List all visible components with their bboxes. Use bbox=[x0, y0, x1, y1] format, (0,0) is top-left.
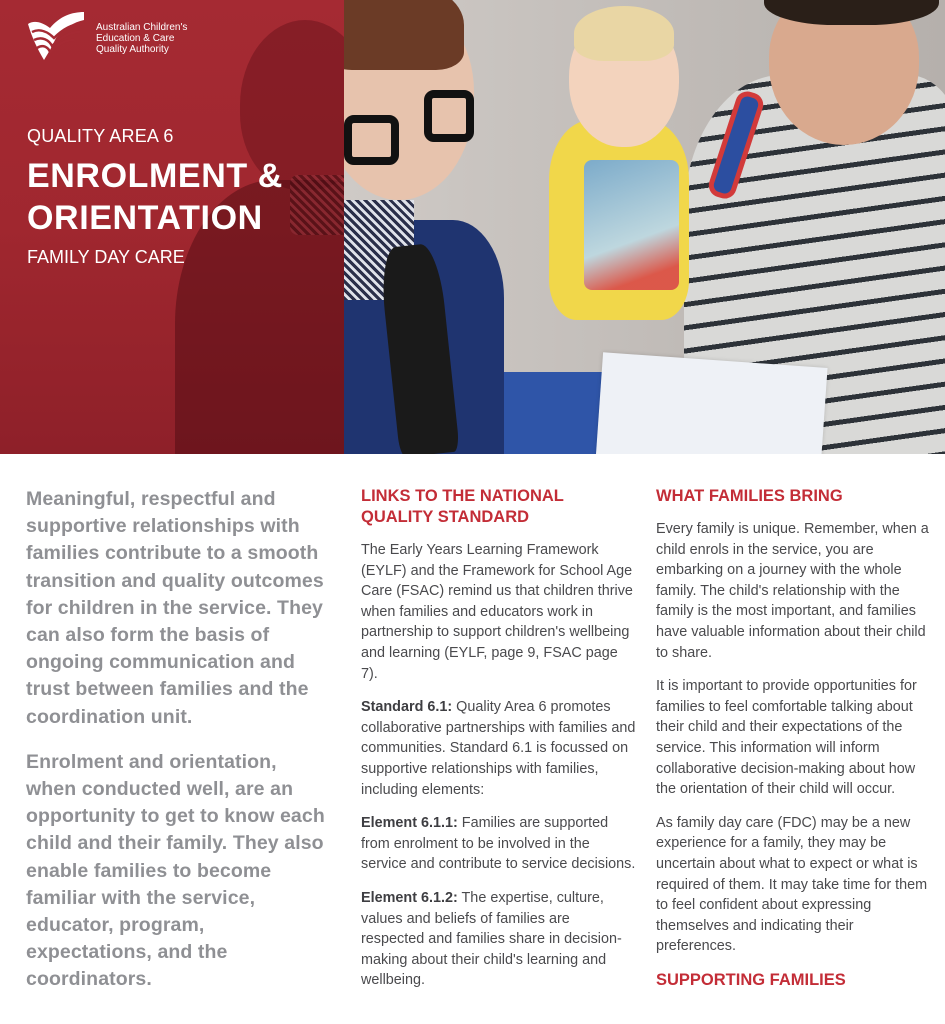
hero-banner bbox=[0, 0, 945, 454]
quality-area-label: QUALITY AREA 6 bbox=[27, 126, 174, 146]
links-paragraph: The Early Years Learning Framework (EYLF) and the Framework for School Age Care (FSAC) remind us that children thrive when families and educators work in partnership to support children's wellbeing and learning (EYLF, page 9, FSAC page 7). bbox=[361, 542, 633, 682]
photo-paper-sheet bbox=[595, 352, 827, 454]
intro-paragraph-1: Meaningful, respectful and supportive relationships with families contribute to a smooth transition and quality outcomes for children in the service. They can also form the basis of ongoing communication and trust between families and the coordination unit. bbox=[26, 488, 324, 728]
links-to-nqs-section bbox=[361, 486, 636, 1004]
standard-text: Quality Area 6 promotes collaborative partnerships with families and communities. Standard 6.1 is focussed on supportive relationships with families, including elements: bbox=[361, 699, 636, 798]
service-type-label: FAMILY DAY CARE bbox=[27, 247, 185, 267]
what-families-bring-section bbox=[656, 486, 936, 1003]
element-6-1-2 bbox=[361, 888, 636, 991]
panel-collar-pattern bbox=[290, 175, 344, 235]
element-label: Element 6.1.1: bbox=[361, 815, 458, 832]
hero-titles bbox=[27, 126, 283, 268]
intro-column bbox=[26, 486, 326, 1012]
photo-educator-hair bbox=[344, 0, 464, 70]
acecqa-logo bbox=[24, 10, 187, 66]
photo-glasses-right bbox=[424, 90, 474, 142]
element-label: Element 6.1.2: bbox=[361, 889, 458, 906]
intro-paragraph-2: Enrolment and orientation, when conducted well, are an opportunity to get to know each child and their family. They also enable families to become familiar with the service, educator, program, expectations, and the coordinators. bbox=[26, 750, 325, 991]
title-line-1: ENROLMENT & bbox=[27, 157, 283, 195]
logo-line-1: Australian Children's bbox=[96, 21, 188, 33]
standard-6-1 bbox=[361, 697, 636, 800]
families-paragraph-3: As family day care (FDC) may be a new experience for a family, they may be uncertain about what to expect or what is required of them. It may take time for them to feel confident about expressing themselves and indicating their preferences. bbox=[656, 814, 928, 955]
section-heading-links: LINKS TO THE NATIONAL QUALITY STANDARD bbox=[361, 487, 564, 526]
logo-line-3: Quality Authority bbox=[96, 43, 169, 55]
section-heading-supporting: SUPPORTING FAMILIES bbox=[656, 970, 846, 989]
element-text: The expertise, culture, values and beliefs of families are respected and families share in decision-making about their child's learning and wellbeing. bbox=[361, 889, 622, 989]
hero-red-panel bbox=[0, 0, 344, 454]
heart-logo-icon bbox=[24, 10, 88, 66]
page-title bbox=[27, 155, 283, 239]
photo-child-hair bbox=[574, 6, 674, 61]
title-line-2: ORIENTATION bbox=[27, 199, 263, 237]
families-paragraph-1: Every family is unique. Remember, when a child enrols in the service, you are embarking on a journey with the whole family. The child's relationship with the family is the most important, and families have valuable information about their child to share. bbox=[656, 521, 929, 661]
standard-label: Standard 6.1: bbox=[361, 699, 453, 716]
element-text: Families are supported from enrolment to be involved in the service and contribute to service decisions. bbox=[361, 815, 636, 873]
logo-line-2: Education & Care bbox=[96, 32, 175, 44]
photo-child-shirt-print bbox=[584, 160, 679, 290]
families-paragraph-2: It is important to provide opportunities for families to feel comfortable talking about their child and their expectations of the service. This information will inform collaborative decision-making about how the orientation of their child will occur. bbox=[656, 678, 917, 798]
element-6-1-1 bbox=[361, 813, 636, 875]
hero-photo bbox=[344, 0, 945, 454]
photo-glasses-left bbox=[344, 115, 399, 165]
section-heading-families: WHAT FAMILIES BRING bbox=[656, 487, 843, 505]
logo-text bbox=[96, 22, 187, 55]
